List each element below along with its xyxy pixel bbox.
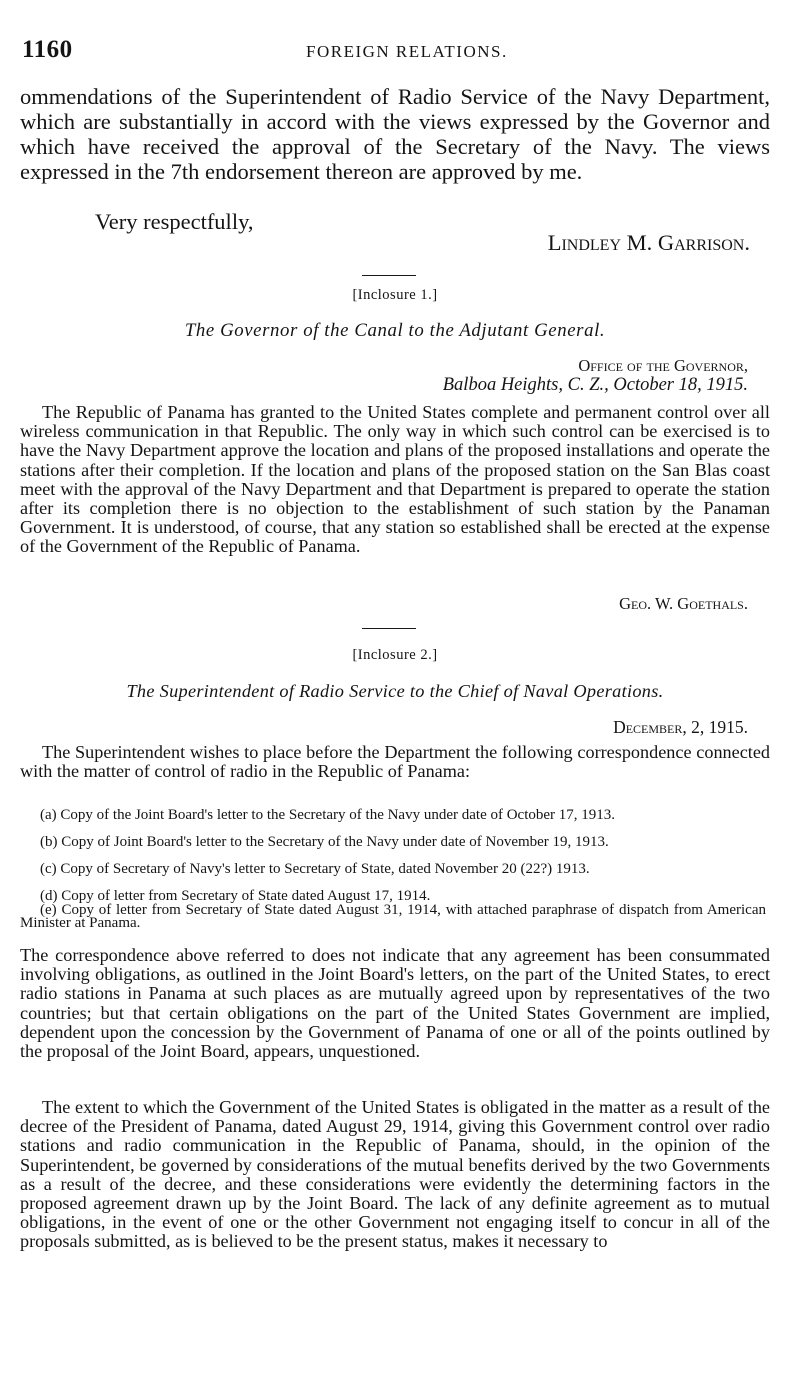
section-divider	[362, 628, 416, 629]
closing-line: Very respectfully,	[95, 209, 254, 234]
list-item: (b) Copy of Joint Board's letter to the Secretary of the Navy under date of November 19, 1913.	[40, 834, 609, 850]
list-item: (c) Copy of Secretary of Navy's letter to Secretary of State, dated November 20 (22?) 1913.	[40, 861, 590, 877]
inclosure-2-label: [Inclosure 2.]	[352, 647, 438, 663]
continuation-paragraph: ommendations of the Superintendent of Radio Service of the Navy Department, which are substantially in accord with the views expressed by the Governor and which have received the approval of the Secretary of the Navy. The views expressed in the 7th endorsement thereon are approved by me.	[20, 84, 770, 184]
memo-date: December, 2, 1915.	[613, 717, 748, 737]
inclosure-1-title: The Governor of the Canal to the Adjutant General.	[184, 320, 606, 341]
memo-intro: The Superintendent wishes to place before the Department the following correspondence connected with the matter of control of radio in the Republic of Panama:	[20, 742, 770, 782]
memo-paragraph-1: The correspondence above referred to does not indicate that any agreement has been consummated involving obligations, as outlined in the Joint Board's letters, on the part of the United States, to erect radio stations in Panama at such places as are mutually agreed upon by representatives of the two countries; but that certain obligations on the part of the United States Government are implied, dependent upon the concession by the Government of Panama of one or all of the points outlined by the proposal of the Joint Board, appears, unquestioned.	[20, 945, 770, 1062]
page-number: 1160	[22, 36, 73, 63]
inclosure-2-title: The Superintendent of Radio Service to the Chief of Naval Operations.	[126, 681, 664, 701]
signature-goethals: Geo. W. Goethals.	[619, 594, 748, 613]
inclosure-1-body: The Republic of Panama has granted to the United States complete and permanent control over all wireless communication in that Republic. The only way in which such control can be exercised is to have the Navy Department approve the location and plans of the proposed installations and operate the stations after their completion. If the location and plans of the proposed station on the San Blas coast meet with the approval of the Navy Department and that Department is prepared to operate the station after its completion there is no objection to the establishment of such station by the Panaman Government. It is understood, of course, that any station so established shall be erected at the expense of the Government of the Republic of Panama.	[20, 402, 770, 557]
section-divider	[362, 275, 416, 276]
list-item: (d) Copy of letter from Secretary of State dated August 17, 1914.	[40, 888, 431, 904]
page-header	[22, 36, 782, 66]
inclosure-1-label: [Inclosure 1.]	[352, 287, 438, 303]
office-line: Office of the Governor,	[578, 356, 748, 375]
memo-paragraph-2: The extent to which the Government of the United States is obligated in the matter as a result of the decree of the President of Panama, dated August 29, 1914, giving this Government control over radio stations and radio communication in the Republic of Panama, should, in the opinion of the Superintendent, be governed by considerations of the mutual benefits derived by the two Governments as a result of the decree, and these considerations were evidently the determining factors in the proposed agreement drawn up by the Joint Board. The lack of any definite agreement as to mutual obligations, in the event of one or the other Government not engaging itself to concur in all of the proposals submitted, as is believed to be the present status, makes it necessary to	[20, 1097, 770, 1252]
place-date-line: Balboa Heights, C. Z., October 18, 1915.	[442, 375, 748, 395]
list-item: (a) Copy of the Joint Board's letter to the Secretary of the Navy under date of October 17, 1913.	[40, 807, 616, 823]
list-item: (e) Copy of letter from Secretary of State dated August 31, 1914, with attached paraphrase of dispatch from American Minister at Panama.	[20, 902, 766, 932]
signature-garrison: Lindley M. Garrison.	[547, 230, 750, 255]
running-head: FOREIGN RELATIONS.	[306, 42, 508, 61]
